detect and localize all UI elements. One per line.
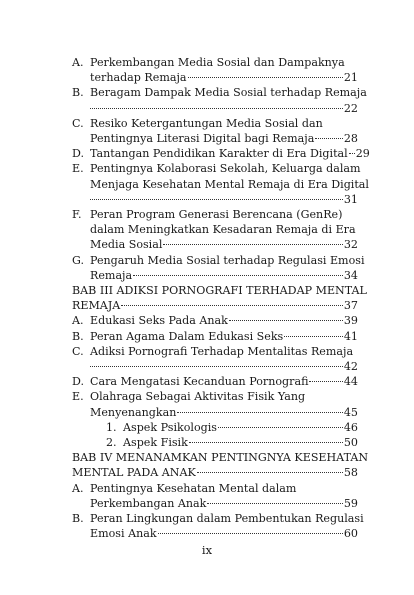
toc-entry-text: Resiko Ketergantungan Media Sosial dan: [90, 116, 323, 130]
toc-page-number: 46: [343, 420, 358, 434]
toc-entry-text: Beragam Dampak Media Sosial terhadap Remaja: [90, 86, 367, 100]
dot-leader: [177, 412, 342, 413]
dot-leader: [90, 108, 343, 109]
toc-entry: [72, 389, 358, 419]
toc-entry-marker: A.: [72, 56, 84, 69]
toc-entry: [72, 374, 358, 389]
toc-entry-text: Olahraga Sebagai Aktivitas Fisik Yang: [90, 390, 306, 404]
toc-entry-text: BAB III ADIKSI PORNOGRAFI TERHADAP MENTAL: [72, 284, 367, 298]
toc-entry: [72, 344, 358, 374]
dot-leader: [349, 153, 355, 154]
toc-entry: [72, 511, 364, 541]
toc-entry-marker: B.: [72, 86, 84, 100]
dot-leader: [189, 442, 343, 443]
toc-chapter-entry: [72, 450, 369, 480]
toc-entry-marker: A.: [72, 481, 84, 495]
toc-entry-text: Emosi Anak: [90, 527, 157, 541]
toc-entry-text: Peran Lingkungan dalam Pembentukan Regulasi: [90, 512, 364, 526]
toc-entry: [72, 85, 367, 115]
dot-leader: [163, 244, 342, 245]
dot-leader: [197, 472, 343, 473]
toc-entry-text: Aspek Fisik: [123, 436, 188, 450]
toc-entry-marker: C.: [72, 116, 84, 130]
toc-entry-text: Menyenangkan: [90, 405, 177, 419]
toc-entry-text: Pentingnya Literasi Digital bagi Remaja: [90, 132, 315, 146]
toc-chapter-entry: [72, 283, 367, 313]
toc-entry-marker: 1.: [106, 420, 117, 434]
toc-entry: [72, 253, 365, 283]
toc-entry-text: Edukasi Seks Pada Anak: [90, 314, 228, 328]
toc-page-number: 22: [343, 101, 358, 115]
toc-page-number: 31: [343, 192, 358, 206]
toc-entry: [72, 161, 369, 207]
toc-entry-text: Cara Mengatasi Kecanduan Pornografi: [90, 375, 309, 389]
toc-page-number: 21: [343, 71, 358, 85]
dot-leader: [309, 381, 342, 382]
toc-page-number: 45: [343, 405, 358, 419]
dot-leader: [229, 320, 343, 321]
toc-page-number: 41: [343, 329, 358, 343]
toc-entry-text: MENTAL PADA ANAK: [72, 466, 196, 480]
dot-leader: [207, 503, 342, 504]
toc-entry-marker: D.: [72, 375, 85, 389]
dot-leader: [121, 305, 343, 306]
toc-entry-marker: C.: [72, 344, 84, 358]
toc-page-number: 44: [343, 375, 358, 389]
toc-entry-marker: F.: [72, 208, 82, 222]
toc-entry-text: Media Sosial: [90, 238, 163, 252]
toc-entry-marker: D.: [72, 147, 85, 161]
toc-entry: [106, 420, 358, 435]
dot-leader: [158, 533, 343, 534]
toc-entry-text: Perkembangan Media Sosial dan Dampaknya: [90, 56, 345, 69]
toc-entry: [72, 116, 358, 146]
toc-entry-marker: G.: [72, 253, 84, 267]
toc-entry-text: Perkembangan Anak: [90, 496, 207, 510]
toc-page-number: 50: [343, 436, 358, 450]
toc-entry-text: Pentingnya Kesehatan Mental dalam: [90, 481, 297, 495]
toc-entry-marker: E.: [72, 390, 84, 404]
toc-page-number: 37: [343, 299, 358, 313]
toc-entry-marker: 2.: [106, 436, 117, 450]
toc-entry-text: terhadap Remaja: [90, 71, 187, 85]
table-of-contents: [72, 55, 370, 542]
toc-entry: [72, 55, 358, 85]
toc-entry-text: Menjaga Kesehatan Mental Remaja di Era Digital: [90, 177, 369, 191]
toc-page-number: 28: [343, 132, 358, 146]
toc-page-number: 32: [343, 238, 358, 252]
toc-entry: [72, 329, 358, 344]
toc-entry-text: BAB IV MENANAMKAN PENTINGNYA KESEHATAN: [72, 451, 369, 465]
toc-entry: [72, 481, 358, 511]
toc-page-number: 60: [343, 527, 358, 541]
toc-entry-marker: A.: [72, 314, 84, 328]
toc-entry-text: REMAJA: [72, 299, 121, 313]
toc-entry-text: Adiksi Pornografi Terhadap Mentalitas Remaja: [90, 344, 354, 358]
toc-entry-marker: B.: [72, 512, 84, 526]
dot-leader: [188, 77, 343, 78]
toc-entry-text: dalam Meningkatkan Kesadaran Remaja di Era: [90, 223, 356, 237]
toc-page-number: 59: [343, 496, 358, 510]
dot-leader: [218, 427, 343, 428]
toc-entry-text: Pengaruh Media Sosial terhadap Regulasi Emosi: [90, 253, 365, 267]
toc-entry-text: Aspek Psikologis: [123, 420, 217, 434]
dot-leader: [133, 275, 343, 276]
toc-entry: [106, 435, 358, 450]
page-number: ix: [201, 543, 213, 557]
toc-page-number: 34: [343, 268, 358, 282]
toc-entry: [72, 207, 358, 253]
toc-entry-marker: E.: [72, 162, 84, 176]
toc-page-number: 29: [355, 147, 370, 161]
toc-entry-text: Peran Agama Dalam Edukasi Seks: [90, 329, 284, 343]
toc-entry-text: Tantangan Pendidikan Karakter di Era Digital: [90, 147, 348, 161]
toc-entry-marker: B.: [72, 329, 84, 343]
toc-page-number: 39: [343, 314, 358, 328]
toc-entry-text: Remaja: [90, 268, 133, 282]
dot-leader: [90, 366, 343, 367]
dot-leader: [90, 199, 343, 200]
toc-entry-text: Pentingnya Kolaborasi Sekolah, Keluarga dalam: [90, 162, 361, 176]
toc-entry: [72, 313, 358, 328]
toc-entry: [72, 146, 370, 161]
dot-leader: [284, 336, 343, 337]
toc-page-number: 42: [343, 360, 358, 374]
toc-page-number: 58: [343, 466, 358, 480]
dot-leader: [315, 138, 343, 139]
toc-entry-text: Peran Program Generasi Berencana (GenRe): [90, 208, 343, 222]
